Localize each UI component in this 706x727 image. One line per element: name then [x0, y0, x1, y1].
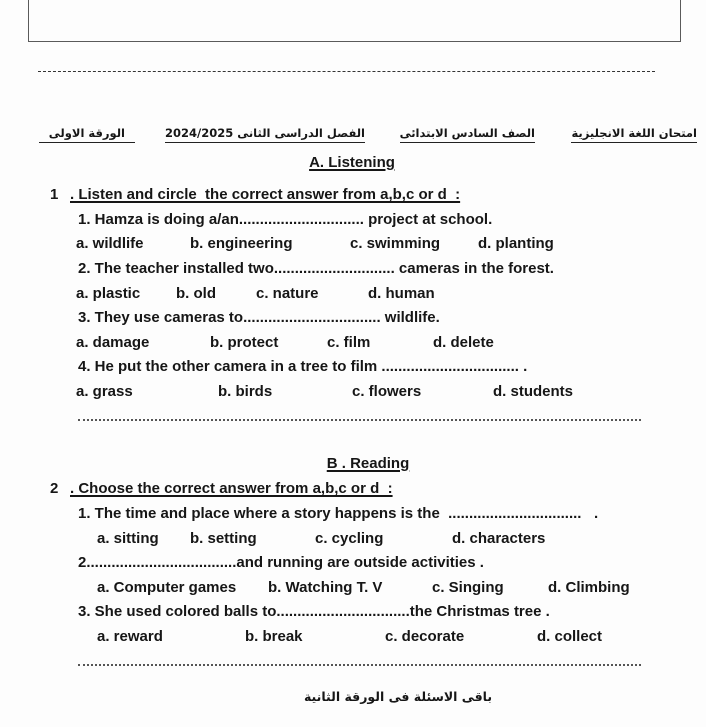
listening-item-1-option-d: d. planting [478, 235, 554, 252]
exam-title: امتحان اللغة الانجليزية [571, 125, 697, 143]
reading-item-2-option-c: c. Singing [432, 579, 504, 596]
listening-item-3-option-c: c. film [327, 334, 371, 351]
question-1-instruction: . Listen and circle the correct answer from a,b,c or d : [70, 186, 461, 203]
listening-item-2-option-c: c. nature [256, 285, 319, 302]
question-2-instruction: . Choose the correct answer from a,b,c or d : [70, 480, 393, 497]
listening-item-1-stem: 1. Hamza is doing a/an.............................. project at school. [78, 211, 493, 228]
reading-item-2-option-b: b. Watching T. V [268, 579, 383, 596]
listening-item-2-stem: 2. The teacher installed two............................. cameras in the forest. [78, 260, 554, 277]
question-2-number: 2 [50, 480, 59, 497]
listening-item-3-option-a: a. damage [76, 334, 150, 351]
dotted-divider-b [78, 664, 641, 666]
dotted-divider-a [78, 419, 641, 421]
reading-item-1-option-a: a. sitting [97, 530, 159, 547]
listening-item-1-option-b: b. engineering [190, 235, 293, 252]
question-1-number: 1 [50, 186, 59, 203]
paper-label: الورقة الاولى [39, 125, 135, 143]
listening-item-1-option-c: c. swimming [350, 235, 441, 252]
listening-item-3-option-d: d. delete [433, 334, 494, 351]
reading-item-1-option-b: b. setting [190, 530, 257, 547]
reading-item-3-option-a: a. reward [97, 628, 163, 645]
reading-item-3-stem: 3. She used colored balls to................................the Christmas tree . [78, 603, 550, 620]
reading-item-3-option-d: d. collect [537, 628, 603, 645]
reading-item-1-stem: 1. The time and place where a story happens is the ................................ . [78, 505, 599, 522]
listening-item-4-option-b: b. birds [218, 383, 273, 400]
reading-item-1-option-d: d. characters [452, 530, 546, 547]
term-label: الفصل الدراسى الثانى 2024/2025 [165, 125, 365, 143]
dashed-divider [38, 71, 655, 72]
listening-item-4-option-c: c. flowers [352, 383, 422, 400]
reading-item-3-option-c: c. decorate [385, 628, 465, 645]
student-info-box [28, 0, 681, 42]
section-a-title: A. Listening [309, 154, 395, 171]
reading-item-1-option-c: c. cycling [315, 530, 384, 547]
listening-item-3-stem: 3. They use cameras to................................. wildlife. [78, 309, 440, 326]
listening-item-4-stem: 4. He put the other camera in a tree to film ................................. . [78, 358, 528, 375]
reading-item-2-option-a: a. Computer games [97, 579, 237, 596]
continued-note: باقى الاسئلة فى الورقة الثانية [303, 689, 493, 704]
listening-item-2-option-a: a. plastic [76, 285, 141, 302]
listening-item-2-option-b: b. old [176, 285, 216, 302]
listening-item-3-option-b: b. protect [210, 334, 279, 351]
listening-item-1-option-a: a. wildlife [76, 235, 144, 252]
reading-item-3-option-b: b. break [245, 628, 303, 645]
listening-item-2-option-d: d. human [368, 285, 435, 302]
listening-item-4-option-a: a. grass [76, 383, 133, 400]
reading-item-2-option-d: d. Climbing [548, 579, 630, 596]
reading-item-2-stem: 2....................................and running are outside activities . [78, 554, 484, 571]
listening-item-4-option-d: d. students [493, 383, 574, 400]
section-b-title: B . Reading [326, 455, 410, 472]
grade-label: الصف السادس الابتدائى [400, 125, 535, 143]
